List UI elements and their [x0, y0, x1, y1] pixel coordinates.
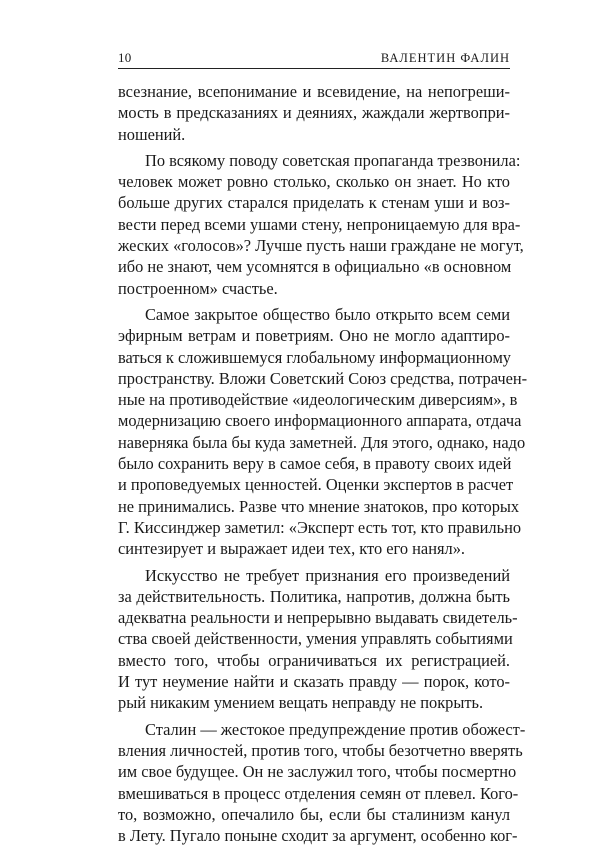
text-line: мость в предсказаниях и деяниях, жаждали жертвопри- — [118, 103, 510, 123]
text-line: жеских «голосов»? Лучше пусть наши граждане не могут, — [118, 236, 524, 256]
text-line: Г. Киссинджер заметил: «Эксперт есть тот, кто правильно — [118, 517, 522, 537]
text-line: больше других старался приделать к стенам уши и воз- — [118, 193, 510, 213]
page-number: 10 — [118, 50, 132, 65]
text-line: было сохранить веру в самое себя, в правоту своих идей — [118, 454, 512, 474]
text-line: вления личностей, против того, чтобы безотчетно вверять — [118, 740, 523, 760]
paragraph — [118, 565, 518, 714]
text-line: то, возможно, опечалило бы, если бы сталинизм канул — [118, 804, 510, 824]
text-line: ибо не знают, чем усомнятся в официально «в основном — [118, 257, 512, 277]
text-line: вести перед всеми ушами стену, непроницаемую для вра- — [118, 214, 521, 234]
text-line: По всякому поводу советская пропаганда трезвонила: — [145, 150, 521, 170]
text-line: Самое закрытое общество было открыто всем семи — [145, 304, 510, 324]
text-line: всезнание, всепонимание и всевидение, на непогреши- — [118, 82, 510, 101]
text-line: в Лету. Пугало поныне сходит за аргумент, особенно ког- — [118, 826, 518, 846]
header-rule — [118, 68, 510, 69]
text-line: вместо того, чтобы ограничиваться их регистрацией. — [118, 650, 510, 670]
text-line: за действительность. Политика, напротив, должна быть — [118, 586, 510, 606]
text-line: ства своей действенности, умения управлять событиями — [118, 629, 513, 649]
paragraph — [118, 304, 528, 560]
text-line: адекватна реальности и непрерывно выдавать свидетель- — [118, 608, 518, 628]
running-title: ВАЛЕНТИН ФАЛИН — [380, 51, 510, 65]
paragraph — [118, 150, 524, 299]
text-line: пространству. Вложи Советский Союз средства, потрачен- — [118, 368, 528, 388]
text-line: Сталин — жестокое предупреждение против обожест- — [145, 719, 526, 739]
text-line: модернизацию своего информационного аппарата, отдача — [118, 411, 522, 431]
text-line: рый никаким умением вещать неправду не покрыть. — [118, 693, 484, 713]
body-text — [118, 81, 528, 846]
text-line: Искусство не требует признания его произведений — [145, 565, 510, 585]
text-line: И тут неумение найти и сказать правду — порок, кото- — [118, 672, 510, 692]
text-line: ношений. — [118, 124, 186, 144]
text-line: и проповедуемых ценностей. Оценки экспертов в расчет — [118, 475, 514, 495]
text-line: наверняка была бы куда заметней. Для этого, однако, надо — [118, 432, 526, 452]
text-line: им свое будущее. Он не заслужил того, чтобы посмертно — [118, 762, 517, 782]
text-line: ные на противодействие «идеологическим диверсиям», в — [118, 390, 518, 410]
text-line: вмешиваться в процесс отделения семян от плевел. Кого- — [118, 783, 519, 803]
text-line: эфирным ветрам и поветриям. Оно не могло адаптиро- — [118, 326, 510, 346]
text-line: построенном» счастье. — [118, 278, 278, 298]
text-line: синтезирует и выражает идеи тех, кто его нанял». — [118, 539, 465, 559]
running-head — [118, 46, 510, 66]
text-line: человек может ровно столько, сколько он знает. Но кто — [118, 172, 510, 192]
text-line: не принимались. Разве что мнение знатоков, про которых — [118, 496, 520, 516]
text-line: ваться к сложившемуся глобальному информационному — [118, 347, 512, 367]
paragraph — [118, 719, 526, 846]
paragraph — [118, 81, 510, 145]
